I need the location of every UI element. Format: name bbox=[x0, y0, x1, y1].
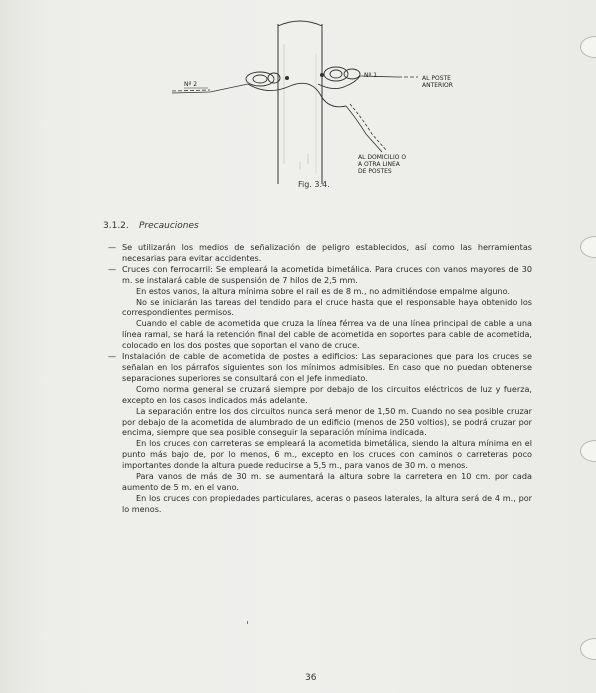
label-n1: Nº 1 bbox=[364, 72, 378, 79]
section-number: 3.1.2. bbox=[103, 221, 129, 231]
page-number: 36 bbox=[305, 673, 317, 683]
paragraph: No se iniciarán las tareas del tendido para el cruce hasta que el responsable haya obtenido los correspondientes permisos. bbox=[122, 296, 532, 318]
paragraph: — Se utilizarán los medios de señalización de peligro establecidos, así como las herramientas necesarias para evitar accidentes. bbox=[122, 242, 532, 264]
paragraph: Para vanos de más de 30 m. se aumentará la altura sobre la carretera en 10 cm. por cada aumento de 5 m. en el vano. bbox=[122, 471, 532, 492]
label-anterior: ANTERIOR bbox=[422, 82, 453, 89]
paragraph: En estos vanos, la altura mínima sobre el rail es de 8 m., no admitiéndose empalme alguno. bbox=[136, 285, 511, 296]
paragraph: En los cruces con propiedades particulares, aceras o paseos laterales, la altura será de 4 m., por lo menos. bbox=[122, 492, 532, 514]
punch-hole bbox=[580, 36, 596, 58]
drop-wire-domicile bbox=[346, 104, 386, 152]
label-n2: Nº 2 bbox=[184, 81, 198, 88]
pole-diagram bbox=[150, 14, 470, 189]
right-attachment bbox=[318, 67, 360, 89]
label-otra-linea: A OTRA LINEA bbox=[358, 161, 400, 168]
paragraph: — Instalación de cable de acometida de postes a edificios: Las separaciones que para los cruces se señalan en los párrafos siguientes son los mínimos admisibles. En caso que no puedan obtenerse separaciones superiores se consultará con el Jefe inmediato. bbox=[122, 351, 532, 384]
paragraph: Cuando el cable de acometida que cruza la línea férrea va de una línea principal de cable a una línea ramal, se hará la retención final del cable de acometida en soportes para cable de acometida, colocado en los dos postes que soportan el vano de cruce. bbox=[122, 318, 532, 351]
section-title: Precauciones bbox=[139, 221, 199, 231]
section-heading bbox=[103, 221, 199, 231]
body-text bbox=[122, 242, 532, 515]
label-al-poste: AL POSTE bbox=[422, 75, 451, 82]
punch-hole bbox=[580, 638, 596, 660]
paragraph: Como norma general se cruzará siempre por debajo de los circuitos eléctricos de luz y fuerza, excepto en los casos indicados más adelante. bbox=[122, 383, 532, 405]
pole bbox=[278, 21, 322, 184]
left-attachment bbox=[246, 72, 346, 107]
scan-speck bbox=[247, 621, 248, 624]
paragraph: La separación entre los dos circuitos nunca será menor de 1,50 m. Cuando no sea posible cruzar por debajo de la acometida de alumbrado de un edificio (menos de 250 voltios), se podrá cruzar por encima, siempre que sea posible conseguir la separación mínima indicada. bbox=[122, 405, 532, 438]
label-de-postes: DE POSTES bbox=[358, 168, 392, 175]
paragraph: En los cruces con carreteras se empleará la acometida bimetálica, siendo la altura mínima en el punto más bajo de, por lo menos, 6 m., excepto en los cruces con caminos o carreteras poco importantes donde la altura puede reducirse a 5,5 m., para vanos de 30 m. o menos. bbox=[122, 438, 532, 471]
figure-caption: Fig. 3.4. bbox=[298, 180, 330, 189]
label-domicilio: AL DOMICILIO O bbox=[358, 154, 407, 161]
punch-hole bbox=[580, 440, 596, 462]
paragraph: — Cruces con ferrocarril: Se empleará la acometida bimetálica. Para cruces con vanos mayores de 30 m. se instalará cable de suspensión de 7 hilos de 2,5 mm. bbox=[122, 264, 532, 286]
punch-hole bbox=[580, 236, 596, 258]
